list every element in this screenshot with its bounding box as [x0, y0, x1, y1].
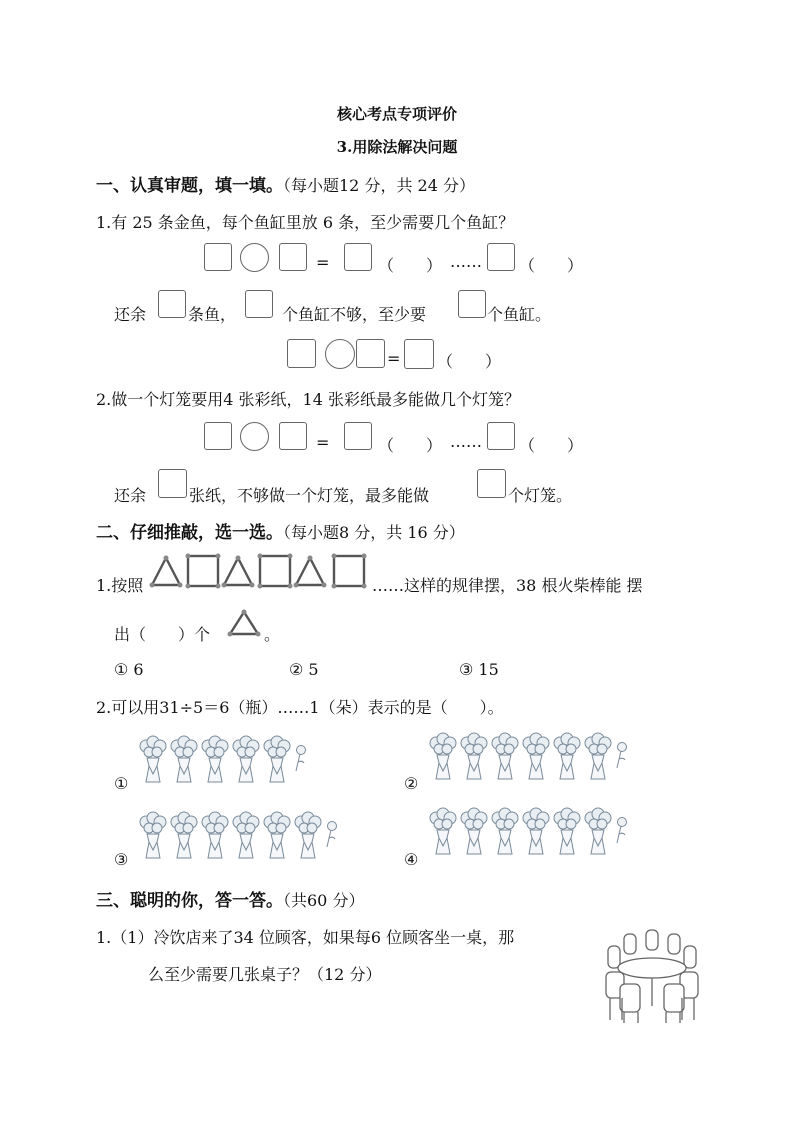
answer-box[interactable]: [279, 243, 307, 271]
flower-vase-icon: [169, 736, 199, 784]
flower-vase-icon: [262, 736, 292, 784]
answer-box[interactable]: [245, 290, 273, 318]
question-2-2-text: 2.可以用31÷5＝6（瓶）……1（朵）表示的是（ ）。: [96, 698, 504, 717]
fill-text: 还余: [114, 486, 147, 505]
section-2-heading: 二、仔细推敲，选一选。（每小题8 分，共 16 分）: [96, 523, 465, 543]
option-2[interactable]: ② 5: [289, 660, 319, 679]
flower-vase-icon: [521, 808, 551, 856]
fill-text: 个鱼缸。: [487, 305, 552, 324]
fill-text: 个灯笼。: [508, 486, 573, 505]
section-1-heading: 一、认真审题，填一填。（每小题12 分，共 24 分）: [96, 176, 475, 196]
unit-paren[interactable]: （ ）: [519, 256, 584, 275]
flower-vase-icon: [138, 736, 168, 784]
flower-vase-icon: [169, 812, 199, 860]
question-2-1-line2-end: 。: [264, 625, 281, 644]
flower-vase-icon: [428, 733, 458, 781]
unit-paren[interactable]: （ ）: [378, 256, 443, 275]
unit-paren[interactable]: （ ）: [378, 436, 443, 455]
flower-vase-icon: [138, 812, 168, 860]
answer-box[interactable]: [356, 339, 385, 368]
answer-box[interactable]: [279, 422, 307, 450]
vase-option-label[interactable]: ②: [404, 774, 419, 793]
question-2-1-line2: 出（ ）个: [114, 625, 211, 644]
answer-box[interactable]: [487, 243, 515, 271]
flower-vase-icon: [200, 812, 230, 860]
equals-sign: =: [316, 253, 330, 272]
answer-box[interactable]: [204, 243, 232, 271]
flower-vase-icon: [490, 808, 520, 856]
answer-box[interactable]: [477, 469, 506, 498]
fill-text: 个鱼缸不够，至少要: [282, 305, 427, 324]
vase-group-option-2: [428, 733, 628, 785]
page-title: 核心考点专项评价: [336, 105, 457, 123]
answer-box[interactable]: [204, 422, 232, 450]
question-2-1-prefix: 1.按照: [96, 576, 144, 595]
flower-vase-icon: [552, 808, 582, 856]
unit-paren[interactable]: （ ）: [519, 436, 584, 455]
question-1-2-text: 2.做一个灯笼要用4 张彩纸，14 张彩纸最多能做几个灯笼？: [96, 390, 520, 409]
single-flower-icon: [614, 816, 628, 846]
operator-circle[interactable]: [240, 422, 269, 451]
matchstick-pattern-icon: [148, 552, 370, 590]
fill-text: 张纸，不够做一个灯笼，最多能做: [189, 486, 430, 505]
equals-sign: =: [316, 433, 330, 452]
answer-box[interactable]: [287, 339, 316, 368]
single-flower-icon: [614, 741, 628, 771]
answer-box[interactable]: [344, 243, 372, 271]
vase-group-option-3: [138, 812, 338, 864]
operator-circle[interactable]: [325, 339, 355, 369]
question-3-1-line1: 1.（1）冷饮店来了34 位顾客，如果每6 位顾客坐一桌，那: [96, 928, 515, 947]
flower-vase-icon: [231, 736, 261, 784]
flower-vase-icon: [428, 808, 458, 856]
question-2-1-suffix: ……这样的规律摆，38 根火柴棒能 摆: [372, 576, 643, 595]
flower-vase-icon: [293, 812, 323, 860]
answer-box[interactable]: [158, 290, 186, 318]
remainder-dots: ……: [450, 432, 482, 451]
flower-vase-icon: [490, 733, 520, 781]
remainder-dots: ……: [450, 252, 482, 271]
flower-vase-icon: [583, 808, 613, 856]
flower-vase-icon: [521, 733, 551, 781]
flower-vase-icon: [459, 733, 489, 781]
answer-box[interactable]: [404, 339, 434, 369]
question-1-1-text: 1.有 25 条金鱼，每个鱼缸里放 6 条，至少需要几个鱼缸？: [96, 213, 515, 232]
vase-option-label[interactable]: ①: [114, 774, 129, 793]
vase-group-option-4: [428, 808, 628, 860]
unit-paren[interactable]: （ ）: [437, 352, 502, 371]
answer-box[interactable]: [158, 469, 187, 498]
answer-box[interactable]: [344, 422, 372, 450]
single-flower-icon: [324, 820, 338, 850]
flower-vase-icon: [552, 733, 582, 781]
matchstick-triangle-icon: [226, 608, 262, 638]
flower-vase-icon: [583, 733, 613, 781]
fill-text: 还余: [114, 305, 147, 324]
operator-circle[interactable]: [240, 243, 269, 272]
option-1[interactable]: ① 6: [114, 660, 144, 679]
fill-text: 条鱼，: [188, 305, 237, 324]
flower-vase-icon: [262, 812, 292, 860]
equals-sign: =: [387, 349, 401, 368]
answer-box[interactable]: [458, 290, 486, 318]
question-3-1-line2: 么至少需要几张桌子？（12 分）: [148, 965, 382, 984]
option-3[interactable]: ③ 15: [459, 660, 499, 679]
flower-vase-icon: [459, 808, 489, 856]
answer-box[interactable]: [487, 422, 515, 450]
page-subtitle: 3.用除法解决问题: [336, 138, 458, 156]
vase-option-label[interactable]: ③: [114, 850, 129, 869]
flower-vase-icon: [231, 812, 261, 860]
single-flower-icon: [293, 744, 307, 774]
flower-vase-icon: [200, 736, 230, 784]
table-with-chairs-icon: [604, 928, 700, 1024]
vase-group-option-1: [138, 736, 307, 788]
vase-option-label[interactable]: ④: [404, 850, 419, 869]
section-3-heading: 三、聪明的你，答一答。（共60 分）: [96, 891, 365, 911]
